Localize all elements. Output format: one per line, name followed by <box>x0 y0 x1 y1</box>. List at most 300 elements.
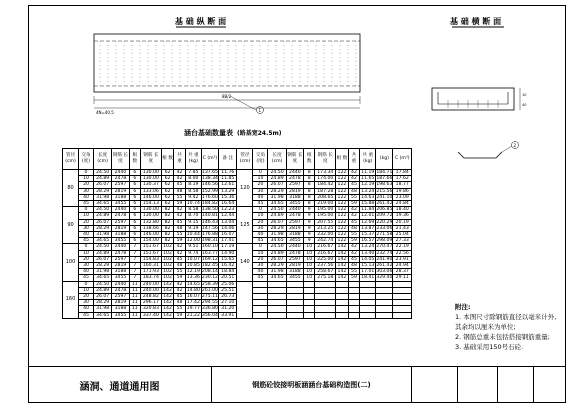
table-cell: 6 <box>129 238 140 244</box>
table-header-cell: 交角 (度) <box>79 149 94 170</box>
table-header-cell: 钢筋 长度 <box>112 149 129 170</box>
table-cell: 45 <box>174 219 185 225</box>
table-cell: 30 <box>79 263 94 269</box>
table-cell: 40 <box>253 269 268 275</box>
table-cell: 146.00 <box>141 194 162 200</box>
table-cell: 198.31 <box>201 238 218 244</box>
table-cell: 20 <box>79 294 94 300</box>
table-cell: 6 <box>129 194 140 200</box>
table-cell: 45 <box>348 219 359 225</box>
table-cell: 10 <box>79 287 94 293</box>
table-cell: 23.91 <box>393 256 412 262</box>
table-cell: 146.00 <box>141 232 162 238</box>
table-cell: 160.10 <box>201 244 218 250</box>
span-cell: 80 <box>63 170 79 207</box>
table-cell: 20 <box>253 256 268 262</box>
table-cell: 0 <box>79 207 94 213</box>
table-cell: 0 <box>253 244 268 250</box>
table-cell <box>348 312 359 318</box>
table-cell: 42 <box>174 287 185 293</box>
note-line: 1. 本图尺寸除钢筋直径以毫米计外, <box>455 313 557 321</box>
table-cell: 11.19 <box>361 170 375 175</box>
table-cell: 133.06 <box>141 188 162 194</box>
table-cell: 42 <box>348 250 359 256</box>
table-cell: 24.89 <box>268 213 286 219</box>
table-header-cell: 长度 (cm) <box>268 149 286 170</box>
table-cell: 82 <box>161 207 174 213</box>
table-cell: 216.67 <box>315 250 336 256</box>
section-title: 基 础 横 断 面 <box>450 17 502 26</box>
table-cell: 15.65 <box>219 256 237 262</box>
table-cell: 28.29 <box>93 263 111 269</box>
table-cell: 122 <box>337 225 347 231</box>
table-cell: 0 <box>79 170 94 176</box>
table-cell: 42 <box>174 250 185 256</box>
table-cell: 270.47 <box>376 244 393 250</box>
table-cell: 48 <box>348 188 359 194</box>
span-cell: 160 <box>63 281 79 318</box>
table-cell: 26.07 <box>268 219 286 225</box>
table-cell: 3455 <box>286 201 303 207</box>
note-line: 3. 基础采用150号石砼. <box>455 343 524 351</box>
table-cell: 137.65 <box>201 170 218 175</box>
table-cell: 48 <box>174 225 185 231</box>
table-cell: 241.90 <box>376 256 393 262</box>
table-cell: 2440 <box>286 244 303 250</box>
table-cell: 11 <box>129 287 140 293</box>
table-cell: 28.29 <box>268 225 286 231</box>
table-cell: 42 <box>174 213 185 219</box>
table-cell: 130.00 <box>141 176 162 182</box>
table-title: 涵台基础数量表 (路基宽24.5m) <box>184 129 282 137</box>
table-cell: 62 <box>161 170 174 176</box>
table-cell: 16.64 <box>219 201 237 207</box>
table-cell: 16.57 <box>361 238 375 244</box>
table-cell <box>253 312 268 318</box>
table-cell: 2819 <box>286 225 303 231</box>
table-cell: 59 <box>174 238 185 244</box>
table-cell: 55 <box>174 269 185 275</box>
table-cell: 122 <box>337 194 347 200</box>
table-cell: 232.00 <box>315 232 336 238</box>
table-cell: 11.76 <box>219 170 237 176</box>
table-cell: 59 <box>174 275 185 281</box>
table-cell: 42 <box>174 281 185 287</box>
table-cell: 3455 <box>112 275 129 281</box>
table-cell: 11 <box>129 294 140 300</box>
table-cell: 183.74 <box>141 275 162 281</box>
table-cell: 296.17 <box>141 300 162 306</box>
table-cell <box>393 312 412 318</box>
table-cell: 20.51 <box>219 275 237 281</box>
table-cell: 31.98 <box>93 232 111 238</box>
table-cell: 2819 <box>112 188 129 194</box>
table-cell: 34.65 <box>93 312 111 318</box>
table-cell: 42 <box>348 244 359 250</box>
table-cell <box>268 312 286 318</box>
table-cell: 140.81 <box>201 213 218 219</box>
table-cell: 12.19 <box>361 182 375 188</box>
table-cell: 261.42 <box>376 201 393 207</box>
table-cell: 45 <box>79 275 94 281</box>
table-cell: 55 <box>348 269 359 275</box>
table-cell: 10 <box>79 250 94 256</box>
table-cell: 2440 <box>112 281 129 287</box>
table-cell: 303.06 <box>376 269 393 275</box>
table-cell: 10 <box>79 176 94 182</box>
table-cell: 59 <box>348 201 359 207</box>
table-cell: 10 <box>253 176 268 182</box>
table-cell: 28.29 <box>268 263 286 269</box>
table-cell: 42 <box>174 207 185 213</box>
table-cell: 10 <box>253 213 268 219</box>
table-cell: 10 <box>303 244 314 250</box>
table-cell: 45 <box>174 256 185 262</box>
table-cell: 130.00 <box>141 170 162 176</box>
table-cell: 258.39 <box>201 281 218 287</box>
table-cell: 142 <box>337 256 347 262</box>
table-cell: 45 <box>253 275 268 281</box>
table-cell: 102 <box>163 244 172 250</box>
table-header-cell: 共 重 (kg) <box>185 149 201 170</box>
table-cell: 2597 <box>112 182 129 188</box>
table-cell: 15.36 <box>219 194 237 200</box>
table-cell: 130.37 <box>141 182 162 188</box>
table-cell: 6 <box>129 232 140 238</box>
notes <box>455 302 556 352</box>
table-cell: 2597 <box>286 219 303 225</box>
table-cell: 13.24 <box>361 244 375 250</box>
table-header-cell: 交角 (度) <box>253 149 268 170</box>
table-cell: 59 <box>174 312 185 318</box>
table-cell: 2597 <box>286 256 303 262</box>
table-cell: 62 <box>161 188 174 194</box>
table-cell: 241.10 <box>376 194 393 200</box>
table-cell: 33.91 <box>219 312 237 318</box>
table-cell: 28.29 <box>268 188 286 194</box>
table-cell: 13.04 <box>219 219 237 225</box>
table-cell: 19.77 <box>186 306 200 312</box>
table-cell: 82 <box>161 232 174 238</box>
span-cell: 140 <box>237 244 253 281</box>
table-cell <box>315 312 336 318</box>
table-cell: 14.06 <box>219 225 237 231</box>
table-cell: 42 <box>348 207 359 213</box>
table-cell: 11.65 <box>361 176 375 182</box>
table-cell: 2478 <box>286 176 303 182</box>
table-cell: 28.29 <box>93 225 111 231</box>
table-cell: 25.51 <box>219 287 237 293</box>
table-cell: 102 <box>163 256 172 262</box>
table-cell: 6 <box>129 213 140 219</box>
table-cell: 3188 <box>112 232 129 238</box>
titlebar-blank-1 <box>412 367 458 403</box>
table-cell: 271.58 <box>376 232 393 238</box>
table-cell: 10.07 <box>186 256 200 262</box>
table-cell: 24.50 <box>268 244 286 250</box>
table-cell: 142 <box>163 287 172 293</box>
table-cell: 9.42 <box>185 194 201 200</box>
note-line: 其余均以厘米为单位; <box>455 323 516 331</box>
table-cell: 152.99 <box>201 188 218 194</box>
table-cell: 24.50 <box>93 170 111 176</box>
table-cell: 320.83 <box>141 306 162 312</box>
table-cell: 187.66 <box>376 176 393 182</box>
table-cell: 8.58 <box>185 188 201 194</box>
table-cell: 122 <box>337 232 347 238</box>
table-cell: 9.19 <box>185 225 201 231</box>
table-cell: 122 <box>337 219 347 225</box>
table-cell <box>303 312 314 318</box>
table-cell: 138.50 <box>201 207 218 213</box>
table-cell: 213.25 <box>315 225 336 231</box>
table-cell: 7 <box>129 250 140 256</box>
table-cell: 34.65 <box>268 275 286 281</box>
table-cell: 42 <box>348 170 359 176</box>
table-cell: 248.82 <box>141 294 162 300</box>
titlebar-middle: 钢筋砼铰接明板涵涵台基础构造图(二) <box>212 367 412 403</box>
table-cell: 62 <box>161 194 174 200</box>
table-cell: 62 <box>161 176 174 182</box>
table-cell: 6 <box>129 170 140 176</box>
table-cell: 3188 <box>112 306 129 312</box>
table-cell: 26.07 <box>93 219 111 225</box>
table-cell: 208.14 <box>201 269 218 275</box>
table-cell: 142 <box>337 269 347 275</box>
table-cell: 142 <box>163 294 172 300</box>
table-header-cell: 共 重 (kg) <box>360 149 376 170</box>
table-cell: 42 <box>348 213 359 219</box>
section-marker: 2 <box>513 143 517 148</box>
table-cell: 2819 <box>112 225 129 231</box>
table-cell: 2440 <box>112 170 129 176</box>
quantity-table-wrap <box>62 148 412 319</box>
table-cell <box>286 312 303 318</box>
table-cell: 230.12 <box>201 275 218 281</box>
table-cell: 3188 <box>286 194 303 200</box>
table-cell: 142 <box>337 263 347 269</box>
table-cell: 169.12 <box>201 256 218 262</box>
table-cell: 15.88 <box>361 201 375 207</box>
table-cell: 187.28 <box>315 188 336 194</box>
table-cell: 142 <box>163 300 172 306</box>
table-cell: 10 <box>253 250 268 256</box>
table-cell: 102 <box>163 275 172 281</box>
table-cell: 34.65 <box>93 275 111 281</box>
table-cell: 122 <box>337 213 347 219</box>
table-cell: 329.40 <box>376 275 393 281</box>
table-cell: 9 <box>303 225 314 231</box>
table-cell: 48 <box>174 188 185 194</box>
table-cell: 40 <box>79 194 94 200</box>
table-cell: 20 <box>253 182 268 188</box>
table-cell: 198.63 <box>376 182 393 188</box>
table-cell: 82 <box>161 213 174 219</box>
table-cell: 10 <box>303 250 314 256</box>
table-cell: 82 <box>161 219 174 225</box>
table-cell: 174.00 <box>315 176 336 182</box>
table-header-cell: 备 注 <box>219 149 237 170</box>
table-cell: 27.33 <box>393 238 412 244</box>
table-cell: 122 <box>337 176 347 182</box>
table-cell: 184.82 <box>201 201 218 207</box>
table-cell: 14.65 <box>186 281 200 287</box>
table-cell: 59 <box>174 201 185 207</box>
table-cell: 31.98 <box>93 194 111 200</box>
table-cell: 29.11 <box>393 275 412 281</box>
table-cell: 16.42 <box>219 263 237 269</box>
table-cell: 27.10 <box>219 300 237 306</box>
table-header-cell: 根 数 <box>129 149 140 170</box>
table-cell: 17.42 <box>186 300 200 306</box>
span-cell: 100 <box>63 244 79 281</box>
table-cell: 42 <box>348 176 359 182</box>
table-cell: 154.13 <box>141 201 162 207</box>
plan-rebar-label: 4N=40.5 <box>96 110 114 115</box>
table-cell: 6 <box>129 219 140 225</box>
table-cell: 2819 <box>112 263 129 269</box>
table-cell: 20 <box>79 256 94 262</box>
note-line: 2. 钢筋总重未包括搭接钢筋重量; <box>455 333 550 341</box>
table-cell: 122 <box>337 238 347 244</box>
table-cell: 122 <box>337 170 347 175</box>
table-cell: 26.73 <box>219 294 237 300</box>
table-cell: 40 <box>253 232 268 238</box>
table-cell: 7 <box>129 244 140 250</box>
table-cell: 142 <box>337 250 347 256</box>
table-cell: 25.06 <box>219 281 237 287</box>
table-cell: 62 <box>161 182 174 188</box>
table-header-cell: 根 数 <box>303 149 314 170</box>
table-cell: 142 <box>163 312 172 318</box>
table-cell: 25.04 <box>393 232 412 238</box>
table-header-cell: C (m³) <box>201 149 218 170</box>
table-cell: 13.36 <box>186 275 200 281</box>
table-header-cell: 管径 (cm) <box>237 149 253 170</box>
table-cell: 9.51 <box>185 244 201 250</box>
table-cell: 337.40 <box>141 312 162 318</box>
table-cell: 18.84 <box>219 269 237 275</box>
table-cell: 45 <box>253 201 268 207</box>
table-cell: 2819 <box>112 300 129 306</box>
table-cell: 9 <box>303 232 314 238</box>
table-cell: 209.72 <box>376 213 393 219</box>
table-cell: 298.09 <box>376 238 393 244</box>
table-cell: 2478 <box>112 213 129 219</box>
table-cell: 24.89 <box>268 250 286 256</box>
table-cell: 275.11 <box>201 294 218 300</box>
table-cell: 34.65 <box>93 238 111 244</box>
table-cell: 26.07 <box>93 182 111 188</box>
table-cell: 7.85 <box>185 170 201 176</box>
table-cell: 176.88 <box>201 232 218 238</box>
table-cell: 184.42 <box>315 182 336 188</box>
table-cell: 8.58 <box>185 207 201 213</box>
table-cell: 261.00 <box>201 287 218 293</box>
table-cell: 24.89 <box>93 287 111 293</box>
table-cell: 16.07 <box>186 294 200 300</box>
table-cell <box>336 312 349 318</box>
table-cell: 23.09 <box>393 194 412 200</box>
table-cell: 59 <box>348 275 359 281</box>
titlebar-blank-2 <box>458 367 498 403</box>
table-cell: 9 <box>303 219 314 225</box>
table-cell: 2478 <box>112 287 129 293</box>
table-cell: 12.01 <box>361 213 375 219</box>
table-cell: 182.45 <box>201 263 218 269</box>
table-cell: 48 <box>174 263 185 269</box>
table-cell: 31.98 <box>268 194 286 200</box>
table-cell: 2440 <box>286 170 303 176</box>
table-cell: 16.07 <box>219 232 237 238</box>
table-cell: 138.66 <box>141 225 162 231</box>
table-cell: 26.07 <box>268 182 286 188</box>
table-cell: 163.77 <box>201 250 218 256</box>
table-cell: 10 <box>303 263 314 269</box>
titlebar-blank-3 <box>498 367 534 403</box>
table-cell: 20.19 <box>393 219 412 225</box>
table-cell: 146.43 <box>201 219 218 225</box>
table-header-cell: 根 数 <box>336 149 349 170</box>
table-cell: 294.55 <box>201 300 218 306</box>
table-header-cell: 共 重 <box>174 149 185 170</box>
table-cell: 6 <box>129 225 140 231</box>
table-cell: 3455 <box>112 312 129 318</box>
table-cell: 17.01 <box>361 269 375 275</box>
table-cell: 207.55 <box>315 219 336 225</box>
table-cell: 11 <box>129 312 140 318</box>
table-cell: 8.19 <box>185 182 201 188</box>
table-cell: 13.24 <box>361 188 375 194</box>
table-cell: 45 <box>79 238 94 244</box>
section-dim-1: 10 <box>522 93 527 97</box>
table-cell: 216.67 <box>315 244 336 250</box>
table-cell: 275.18 <box>315 275 336 281</box>
table-cell: 142 <box>163 281 172 287</box>
table-cell: 6 <box>129 188 140 194</box>
table-cell: 8 <box>303 201 314 207</box>
table-cell: 31.98 <box>93 306 111 312</box>
table-cell: 12.00 <box>186 238 200 244</box>
table-cell: 21.22 <box>186 312 200 318</box>
table-cell: 55 <box>174 306 185 312</box>
table-cell: 122 <box>337 182 347 188</box>
table-cell: 2478 <box>286 213 303 219</box>
table-cell: 184.71 <box>376 170 393 175</box>
table-cell: 2440 <box>112 207 129 213</box>
table-cell: 31.20 <box>219 306 237 312</box>
table-cell: 18.77 <box>393 182 412 188</box>
table-cell: 15.37 <box>361 232 375 238</box>
table-cell: 12.23 <box>219 207 237 213</box>
table-cell: 45 <box>174 294 185 300</box>
table-cell: 14.05 <box>361 256 375 262</box>
table-cell: 11 <box>129 281 140 287</box>
table-cell: 30 <box>79 188 94 194</box>
table-cell: 30 <box>79 225 94 231</box>
table-cell: 356.04 <box>201 312 218 318</box>
table-cell: 17.41 <box>219 238 237 244</box>
table-cell: 26.07 <box>93 294 111 300</box>
table-cell: 55 <box>348 232 359 238</box>
table-cell: 215.56 <box>376 188 393 194</box>
table-cell: 34.65 <box>268 238 286 244</box>
table-cell: 45 <box>174 182 185 188</box>
table-cell <box>360 312 376 318</box>
table-cell: 0 <box>253 170 268 176</box>
table-cell: 24.94 <box>393 263 412 269</box>
table-cell: 10.74 <box>186 201 200 207</box>
